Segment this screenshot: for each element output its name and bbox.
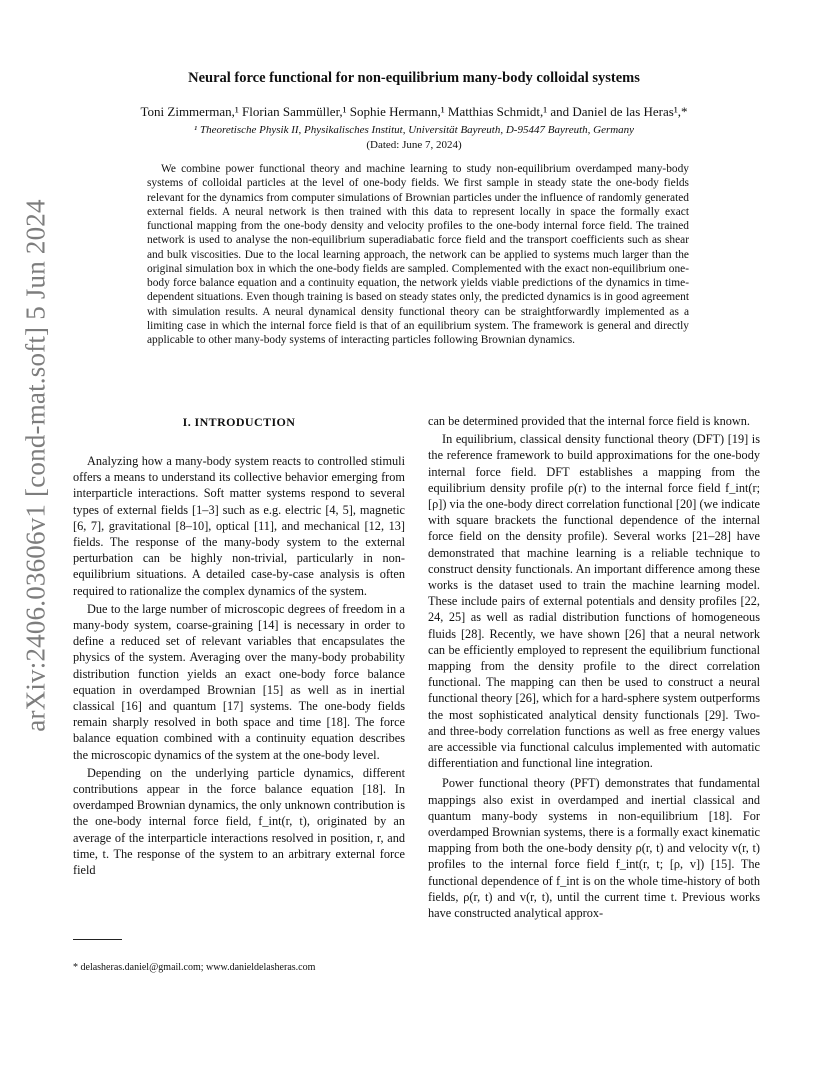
date-line: (Dated: June 7, 2024) <box>366 139 462 151</box>
arxiv-identifier-stamp <box>20 198 52 732</box>
intro-paragraph-2: Due to the large number of microscopic degrees of freedom in a many-body system, coarse-graining [14] is necessary in order to define a reduced set of relevant variables that encapsulates the physics of the system. Averaging over the many-body probability distribution function yields an exact one-body force balance equation in overdamped Brownian [15] as well as in inertial classical [16] and quantum [17] systems. The one-body fields remain sharply resolved in both space and time [18]. The force balance equation combined with a continuity equation describes the microscopic dynamics of the system at the one-body level. <box>73 601 405 762</box>
footnote-divider <box>73 939 122 940</box>
intro-paragraph-4: In equilibrium, classical density functional theory (DFT) [19] is the reference framework to build approximations for the one-body internal force field. DFT establishes a mapping from the equilibrium density profile ρ(r) to the internal force field f_int(r; [ρ]) via the one-body direct correlation functional [20] (we indicate with square brackets the functional dependence of the internal force field on the density profile). Several works [21–28] have demonstrated that machine learning is a reliable technique to construct density functionals. An important difference among these works is the dataset used to train the machine learning model. These include pairs of external potentials and density profiles [22, 24, 25] as well as radial distribution functions of homogeneous fluids [28]. Recently, we have shown [26] that a neural network can be efficiently employed to represent the equilibrium functional mapping from the density profile to the direct correlation functional. The mapping can then be used to construct a neural functional theory [26], which for a hard-sphere system outperforms the most sophisticated analytical density functionals [29]. Two- and three-body correlation functions as well as free energy values are accessible via functional calculus implemented with automatic differentiation and functional line integration. <box>428 432 760 771</box>
paper-title: Neural force functional for non-equilibrium many-body colloidal systems <box>188 70 640 86</box>
author-list: Toni Zimmerman,¹ Florian Sammüller,¹ Sophie Hermann,¹ Matthias Schmidt,¹ and Daniel de las Heras¹,* <box>140 104 688 119</box>
footnote-email: * delasheras.daniel@gmail.com; www.danieldelasheras.com <box>73 962 316 973</box>
affiliation: ¹ Theoretische Physik II, Physikalisches Institut, Universität Bayreuth, D-95447 Bayreuth, Germany <box>193 124 635 136</box>
right-column <box>428 413 760 921</box>
intro-paragraph-1: Analyzing how a many-body system reacts to controlled stimuli offers a means to understand its collective behavior emerging from interparticle interactions. Soft matter systems respond to several types of external fields [1–3] such as e.g. electric [4, 5], magnetic [6, 7], gravitational [8–10], optical [11], and mechanical [12, 13] fields. The response of the many-body system to the external perturbation can be highly non-trivial, particularly in non-equilibrium situations. A detailed case-by-case analysis is often required to rationalize the complex dynamics of the system. <box>73 454 405 598</box>
intro-paragraph-5: Power functional theory (PFT) demonstrates that fundamental mappings also exist in overdamped and inertial classical and quantum many-body systems in non-equilibrium [18]. For overdamped Brownian systems, there is a formally exact kinematic mapping from both the one-body density ρ(r, t) and velocity v(r, t) profiles to the internal force field f_int(r, t; [ρ, v]) [15]. The functional dependence of f_int is on the whole time-history of both fields, ρ(r, t) and v(r, t), until the current time t. Previous works have constructed analytical approx- <box>428 776 760 921</box>
abstract: We combine power functional theory and machine learning to study non-equilibrium overdamped many-body systems of colloidal particles at the level of one-body fields. We first sample in steady state the one-body fields relevant for the dynamics from computer simulations of Brownian particles under the influence of randomly generated external fields. A neural network is then trained with this data to represent locally in space the formally exact functional mapping from the one-body density and velocity profiles to the one-body internal force field. The trained network is used to analyse the non-equilibrium superadiabatic force field and the transport coefficients such as shear and bulk viscosities. Due to the local learning approach, the network can be applied to systems much larger than the original simulation box in which the one-body fields are sampled. Complemented with the exact non-equilibrium one-body force balance equation and a continuity equation, the network yields viable predictions of the dynamics in time-dependent situations. Even though training is based on steady states only, the predicted dynamics is in good agreement with simulation results. A neural dynamical density functional theory can be straightforwardly implemented as a limiting case in which the internal force field is that of an equilibrium system. The framework is general and directly applicable to other many-body systems of interacting particles following Brownian dynamics. <box>147 163 689 346</box>
section-heading-introduction: I. INTRODUCTION <box>182 415 296 429</box>
left-column <box>73 413 405 878</box>
intro-paragraph-3-continued: can be determined provided that the internal force field is known. <box>428 414 750 428</box>
arxiv-id-text: arXiv:2406.03606v1 [cond-mat.soft] 5 Jun 2024 <box>20 198 51 732</box>
intro-paragraph-3: Depending on the underlying particle dynamics, different contributions appear in the force balance equation [18]. In overdamped Brownian dynamics, the only unknown contribution is the one-body internal force field, f_int(r, t), originated by an average of the interparticle interactions resolved in position, r, and time, t. The response of the system to an arbitrary external force field <box>73 765 405 878</box>
